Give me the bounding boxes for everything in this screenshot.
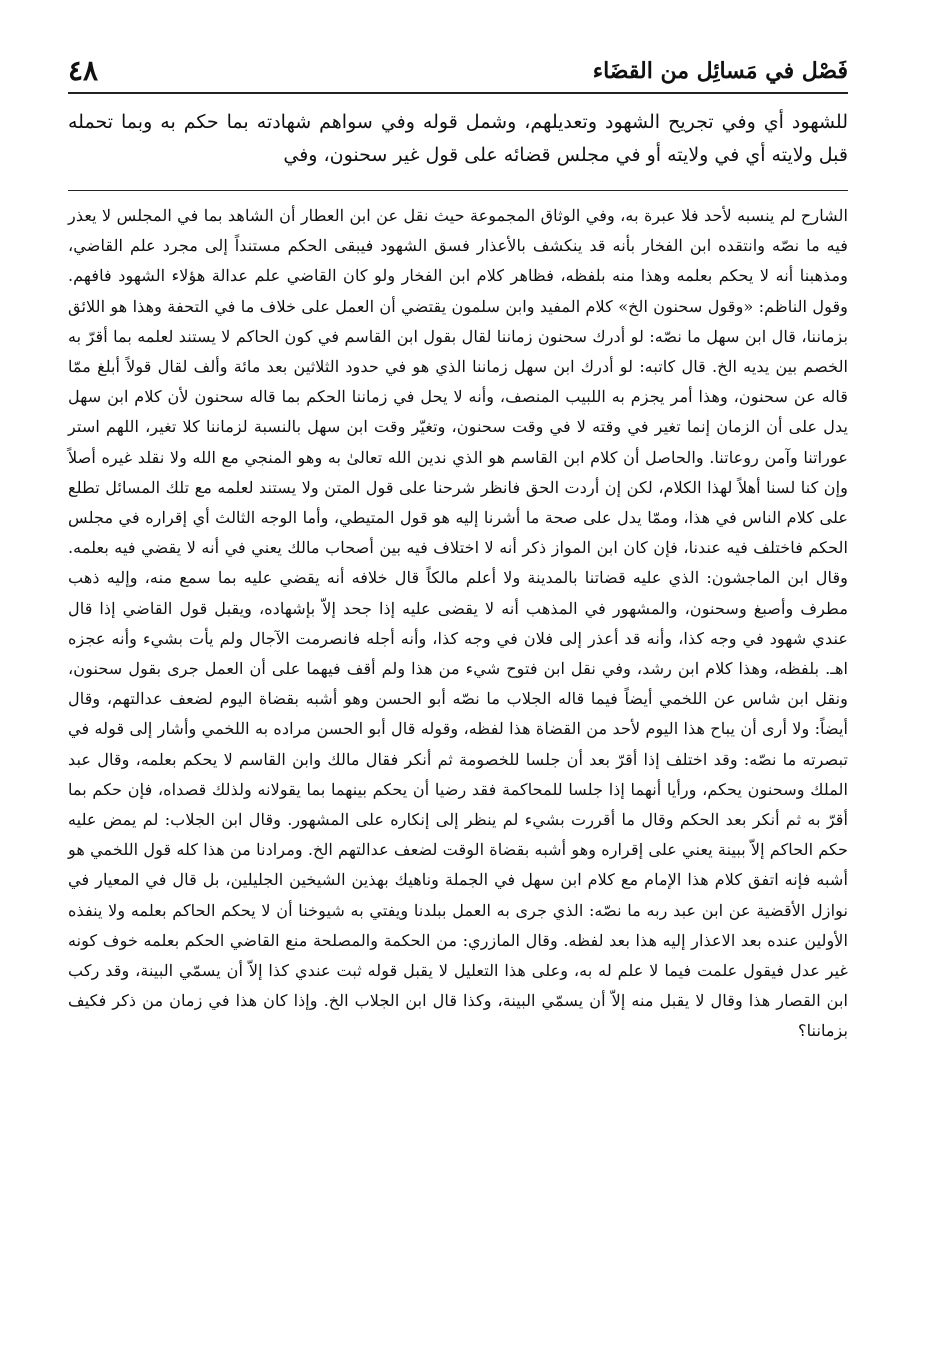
footnote-paragraph: الشارح لم ينسبه لأحد فلا عبرة به، وفي الوثاق المجموعة حيث نقل عن ابن العطار أن الشاهد بما في المجلس لا يعذر فيه ما نصّه وانتقده ابن الفخار بأنه قد ينكشف بالأعذار فسق الشهود فيبقى الحكم مستنداً إلى مجرد علم القاضي، ومذهبنا أنه لا يحكم بعلمه وهذا منه بلفظه، فظاهر كلام ابن الفخار ولو كان القاضي علم عدالة هؤلاء الشهود فافهم. وقول الناظم: «وقول سحنون الخ» كلام المفيد وابن سلمون يقتضي أن العمل على خلاف ما في التحفة وهذا هو اللائق بزماننا، قال ابن سهل ما نصّه: لو أدرك سحنون زماننا لقال بقول ابن القاسم في كون الحاكم لا يستند لعلمه بما أقرّ به الخصم بين يديه الخ. قال كاتبه: لو أدرك ابن سهل زماننا الذي هو في حدود الثلاثين بعد مائة وألف لقال قولاً أبلغ ممّا قاله عن سحنون، وهذا أمر يجزم به اللبيب المنصف، وأنه لا يحل في زماننا الحكم بما قاله سحنون لأن كلام ابن سهل يدل على أن الزمان إنما تغير في وقته لا في وقت سحنون، وتغيّر وقت ابن سهل بالنسبة لزماننا كلا تغير، اللهم استر عوراتنا وآمن روعاتنا. والحاصل أن كلام ابن القاسم هو الذي ندين الله تعالىٰ به وهو المنجي مع الله ولا نقلد غيره أصلاً وإن كنا لسنا أهلاً لهذا الكلام، لكن إن أردت الحق فانظر شرحنا على قول المتن ولا يستند لعلمه مع تلك المسائل تطلع على كلام الناس في هذا، وممّا يدل على صحة ما أشرنا إليه هو قول المتيطي، وأما الوجه الثالث أي إقراره في مجلس الحكم فاختلف فيه عندنا، فإن كان ابن المواز ذكر أنه لا اختلاف فيه بين أصحاب مالك يعني في أنه لا يقضي فيه بعلمه. وقال ابن الماجشون: الذي عليه قضاتنا بالمدينة ولا أعلم مالكاً قال خلافه أنه يقضي عليه بما سمع منه، وإليه ذهب مطرف وأصبغ وسحنون، والمشهور في المذهب أنه لا يقضى عليه إذا جحد إلاّ بإشهاده، ويقبل قول القاضي إذا قال عندي شهود في وجه كذا، وأنه قد أعذر إلى فلان في وجه كذا، وأنه أجله فانصرمت الآجال ولم يأت بشيء وأنه عجزه اهـ. بلفظه، وهذا كلام ابن رشد، وفي نقل ابن فتوح شيء من هذا ولم أقف فيهما على أن العمل جرى بقول سحنون، ونقل ابن شاس عن اللخمي أيضاً فيما قاله الجلاب ما نصّه أبو الحسن وهو أشبه بقضاة اليوم لضعف عدالتهم، وقال أيضاً: ولا أرى أن يباح هذا اليوم لأحد من القضاة هذا لفظه، وقوله قال أبو الحسن مراده به اللخمي وأشار إلى قوله في تبصرته ما نصّه: وقد اختلف إذا أقرّ بعد أن جلسا للخصومة ثم أنكر فقال مالك وابن القاسم لا يحكم بعلمه، وقال عبد الملك وسحنون يحكم، ورأيا أنهما إذا جلسا للمحاكمة فقد رضيا أن يحكم بينهما بما يقولانه ولذلك قصداه، فإن حكم بما أقرّ به ثم أنكر بعد الحكم وقال ما أقررت بشيء لم ينظر إلى إنكاره على المشهور. وقال ابن الجلاب: لم يمض عليه حكم الحاكم إلاّ ببينة يعني على إقراره وهو أشبه بقضاة الوقت لضعف عدالتهم الخ. ومرادنا من هذا كله قول اللخمي هو أشبه فإنه اتفق كلام هذا الإمام مع كلام ابن سهل في الجملة وناهيك بهذين الشيخين الجليلين، بل قال في المعيار في نوازل الأقضية عن ابن عبد ربه ما نصّه: الذي جرى به العمل ببلدنا ويفتي به شيوخنا أن لا يحكم الحاكم بعلمه ولا ينفذه الأولين عنده بعد الاعذار إليه هذا بعد لفظه. وقال المازري: من الحكمة والمصلحة منع القاضي الحكم بعلمه خوف كونه غير عدل فيقول علمت فيما لا علم له به، وعلى هذا التعليل لا يقبل قوله ثبت عندي كذا إلاّ أن يسمّي البينة، وقد ركب ابن القصار هذا وقال لا يقبل منه إلاّ أن يسمّي البينة، وكذا قال ابن الجلاب الخ. وإذا كان هذا في زمان من ذكر فكيف بزماننا؟ bbox=[68, 206, 848, 1041]
main-paragraph: للشهود أي وفي تجريح الشهود وتعديلهم، وشمل قوله وفي سواهم شهادته بما حكم به وبما تحمله قبل ولايته أي في ولايته أو في مجلس قضائه على قول غير سحنون، وفي bbox=[68, 111, 848, 166]
footnote-block bbox=[68, 201, 848, 1047]
footnote-separator bbox=[68, 190, 848, 191]
page-number: ٤٨ bbox=[68, 54, 99, 87]
page-header bbox=[68, 48, 848, 94]
running-title: فَصْل في مَسائِل من القضَاء bbox=[592, 58, 848, 84]
main-text-block bbox=[68, 106, 848, 172]
book-page bbox=[68, 48, 848, 1047]
